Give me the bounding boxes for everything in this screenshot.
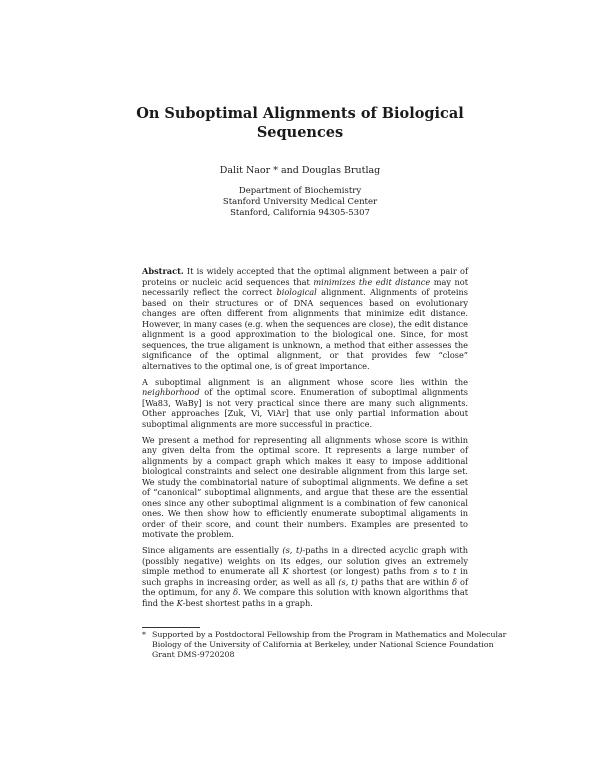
text-run: Since aligaments are essentially: [142, 545, 283, 556]
paper-title: [100, 104, 500, 142]
footnote-mark: *: [142, 630, 146, 639]
text-run: in such graphs in increasing order, as well as all: [142, 566, 468, 587]
abstract-paragraph-3: We present a method for representing all alignments whose score is within any given delta from the optimal score. It represents a large number of alignments by a compact graph which makes it easy to impose additional biological constraints and select one desirable alignment from this large set. We study the combinatorial nature of suboptimal alignments. We define a set of “canonical” suboptimal alignments, and argue that these are the essential ones since any other suboptimal alignment is a combination of few canonical ones. We then show how to efficiently enumerate suboptimal aligaments in order of their score, and count their numbers. Examples are presented to motivate the problem.: [142, 434, 468, 540]
affiliation-block: [100, 186, 500, 219]
text-run: A suboptimal alignment is an alignment whose score lies within the: [142, 376, 468, 387]
footnote-line: Supported by a Postdoctoral Fellowship from the Program in Mathematics and Molecular: [152, 630, 507, 639]
title-line-1: On Suboptimal Alignments of Biological: [136, 105, 464, 122]
math-text: t: [453, 566, 457, 577]
math-text: δ: [233, 587, 238, 598]
text-run: of the optimal score. Enumeration of suboptimal alignments [Wa83, WaBy] is not very practical since there are many such alignments. Other approaches [Zuk, Vi, ViAr] that use only partial information about suboptimal alignments are more successful in practice.: [142, 387, 468, 429]
footnote-line: Grant DMS-9720208: [152, 650, 235, 660]
text-run: -paths in a directed acyclic graph with (possibly negative) weights on its edges, our solution gives an extremely simple method to enumerate all: [142, 545, 468, 577]
text-run: It is widely accepted that the optimal alignment between a pair of proteins or nucleic acid sequences that: [142, 266, 468, 287]
emphasis-text: biological: [276, 287, 317, 297]
emphasis-text: minimizes the edit distance: [313, 276, 431, 287]
footnote-divider: [142, 627, 200, 628]
math-text: K: [176, 597, 183, 608]
abstract-paragraph-1: [142, 266, 468, 371]
math-text: δ: [452, 576, 458, 587]
footnote-text: [142, 630, 507, 661]
affiliation-line: Stanford, California 94305-5307: [230, 208, 370, 218]
footnote: [142, 630, 507, 661]
title-line-2: Sequences: [256, 124, 344, 141]
abstract-paragraph-4: [142, 545, 468, 608]
math-text: s: [433, 566, 438, 577]
affiliation-line: Department of Biochemistry: [238, 186, 362, 196]
abstract-section: [142, 266, 468, 614]
text-run: shortest (or longest) paths from: [288, 566, 434, 577]
text-run: of the optimum, for any: [142, 576, 469, 598]
text-run: . We compare this solution with known algorithms that find the: [142, 587, 468, 608]
text-run: to: [437, 566, 454, 577]
abstract-paragraph-2: [142, 377, 468, 430]
text-run: alignment. Alignments of proteins based on their structures or of DNA sequences based on evolutionary changes are often different from alignments that minimize edit distance. However, in many cases (e.g. when the sequences are close), the edit distance alignment is a good approximation to the biological one. Since, for most sequences, the true aligament is unknown, a method that either assesses the significance of the optimal alignment, or that provides few “close” alternatives to the optimal one, is of great importance.: [142, 287, 468, 371]
text-run: may not necessarily reflect the correct: [142, 276, 469, 297]
emphasis-text: neighborhood: [142, 387, 200, 398]
math-text: (s, t): [338, 576, 358, 587]
author-list: Dalit Naor * and Douglas Brutlag: [219, 165, 381, 176]
affiliation-line: Stanford University Medical Center: [222, 197, 378, 207]
footnote-line: Biology of the University of California at Berkeley, under National Science Foundation: [152, 640, 494, 650]
abstract-heading: Abstract.: [142, 266, 184, 276]
math-text: (s, t): [282, 545, 303, 556]
text-run: paths that are within: [357, 576, 453, 587]
math-text: K: [282, 566, 289, 577]
text-run: -best shortest paths in a graph.: [182, 597, 313, 608]
